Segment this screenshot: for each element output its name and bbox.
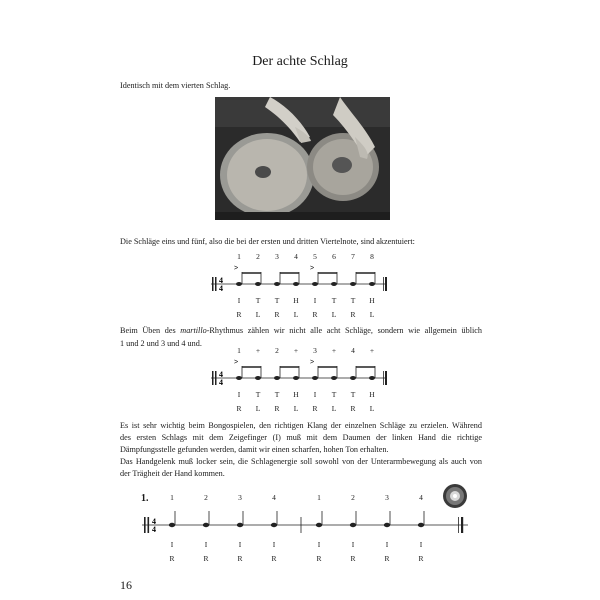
- hand-label: R: [236, 404, 242, 413]
- svg-text:4: 4: [219, 276, 223, 285]
- hand-label: R: [274, 404, 280, 413]
- sound-text-line-2: des ersten Schlags mit dem Zeigefinger (I) muß mit dem Daumen der linken Hand die richtige: [120, 433, 482, 442]
- practice-text-pre: Beim Üben des: [120, 326, 181, 335]
- hand-label: R: [169, 554, 175, 563]
- hand-label: L: [255, 404, 261, 413]
- count-label: 3: [313, 346, 317, 355]
- svg-text:4: 4: [219, 284, 223, 293]
- practice-count-text: 1 und 2 und 3 und 4 und.: [120, 339, 202, 348]
- svg-text:4: 4: [219, 370, 223, 379]
- finger-label: I: [313, 390, 317, 399]
- hand-label: R: [274, 310, 280, 319]
- hand-label: R: [312, 404, 318, 413]
- count-label: 2: [256, 252, 260, 261]
- bongo-photo: [215, 97, 390, 220]
- accent-text: Die Schläge eins und fünf, also die bei der ersten und dritten Viertelnote, sind akzentuiert:: [120, 237, 415, 246]
- hand-label: L: [255, 310, 261, 319]
- finger-label: I: [170, 540, 174, 549]
- hand-label: R: [350, 554, 356, 563]
- hand-label: R: [203, 554, 209, 563]
- finger-label: H: [293, 390, 299, 399]
- finger-label: I: [237, 390, 241, 399]
- count-label: 2: [204, 493, 208, 502]
- count-label: 1: [317, 493, 321, 502]
- hand-label: L: [331, 404, 337, 413]
- finger-label: T: [350, 296, 356, 305]
- count-label: +: [369, 346, 375, 355]
- hand-label: L: [331, 310, 337, 319]
- rhythm-staff: [205, 358, 395, 388]
- count-label: 5: [313, 252, 317, 261]
- finger-label: T: [331, 296, 337, 305]
- count-label: 8: [370, 252, 374, 261]
- finger-label: I: [237, 296, 241, 305]
- hand-label: R: [237, 554, 243, 563]
- page-number: 16: [120, 578, 132, 592]
- finger-label: T: [255, 296, 261, 305]
- count-label: 1: [170, 493, 174, 502]
- hand-label: R: [350, 404, 356, 413]
- page-title: Der achte Schlag: [252, 54, 348, 69]
- hand-label: R: [271, 554, 277, 563]
- svg-text:>: >: [310, 359, 315, 366]
- finger-label: I: [204, 540, 208, 549]
- finger-label: I: [313, 296, 317, 305]
- svg-text:4: 4: [219, 378, 223, 387]
- sound-text-line-3: Dämpfungsstelle gefunden werden, damit wir einen scharfen, hohen Ton erhalten.: [120, 445, 389, 454]
- finger-label: T: [255, 390, 261, 399]
- svg-text:4: 4: [152, 517, 156, 526]
- count-label: 7: [351, 252, 355, 261]
- svg-text:>: >: [234, 359, 239, 366]
- finger-label: H: [293, 296, 299, 305]
- wrist-text-line-1: Das Handgelenk muß locker sein, die Schlagenergie soll sowohl von der Unterarmbewegung als auch von: [120, 457, 482, 466]
- count-label: 6: [332, 252, 336, 261]
- svg-text:>: >: [310, 265, 315, 272]
- intro-text: Identisch mit dem vierten Schlag.: [120, 81, 231, 90]
- finger-label: I: [238, 540, 242, 549]
- count-label: 1: [237, 346, 241, 355]
- finger-label: H: [369, 296, 375, 305]
- count-label: 4: [272, 493, 276, 502]
- count-label: 3: [238, 493, 242, 502]
- notation-example-2: [205, 346, 395, 421]
- hand-label: L: [293, 404, 299, 413]
- finger-label: H: [369, 390, 375, 399]
- hand-label: R: [350, 310, 356, 319]
- hand-label: L: [369, 404, 375, 413]
- finger-label: T: [331, 390, 337, 399]
- count-label: +: [255, 346, 261, 355]
- count-label: 4: [419, 493, 423, 502]
- bongo-photo-drawing: [215, 97, 390, 220]
- finger-label: I: [272, 540, 276, 549]
- practice-text: [120, 325, 482, 338]
- svg-text:>: >: [234, 265, 239, 272]
- hand-label: R: [418, 554, 424, 563]
- finger-label: T: [274, 390, 280, 399]
- hand-label: L: [293, 310, 299, 319]
- exercise-1-notation: [138, 493, 478, 573]
- count-label: 3: [275, 252, 279, 261]
- notation-example-1: [205, 252, 395, 327]
- sound-text-line-1: Es ist sehr wichtig beim Bongospielen, den richtigen Klang der einzelnen Schläge zu erzielen. Während: [120, 421, 482, 430]
- exercise-staff: [138, 505, 473, 537]
- hand-label: R: [316, 554, 322, 563]
- finger-label: I: [351, 540, 355, 549]
- count-label: 2: [351, 493, 355, 502]
- count-label: +: [293, 346, 299, 355]
- count-label: 2: [275, 346, 279, 355]
- count-label: 3: [385, 493, 389, 502]
- hand-label: L: [369, 310, 375, 319]
- hand-label: R: [312, 310, 318, 319]
- martillo-term: martillo: [180, 326, 207, 335]
- finger-label: I: [385, 540, 389, 549]
- practice-text-post: -Rhythmus zählen wir nicht alle acht Schläge, sondern wie allgemein üblich: [206, 326, 482, 335]
- count-label: 4: [294, 252, 298, 261]
- exercise-number: 1.: [141, 493, 149, 504]
- count-label: 1: [237, 252, 241, 261]
- count-label: 4: [351, 346, 355, 355]
- finger-label: T: [350, 390, 356, 399]
- hand-label: R: [384, 554, 390, 563]
- count-label: +: [331, 346, 337, 355]
- wrist-text-line-2: der Trägheit der Hand kommen.: [120, 469, 225, 478]
- rhythm-staff: [205, 264, 395, 294]
- finger-label: I: [419, 540, 423, 549]
- svg-text:4: 4: [152, 525, 156, 534]
- finger-label: T: [274, 296, 280, 305]
- finger-label: I: [317, 540, 321, 549]
- hand-label: R: [236, 310, 242, 319]
